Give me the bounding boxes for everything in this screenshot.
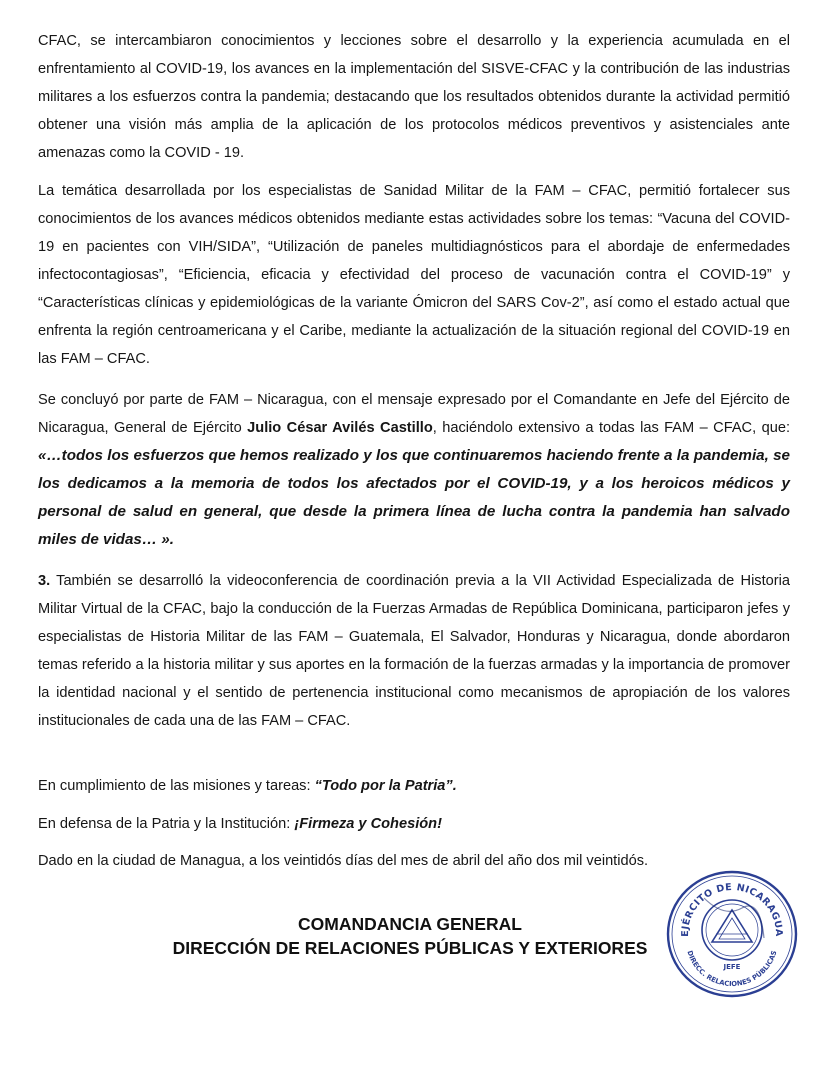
paragraph-covid-exchange: CFAC, se intercambiaron conocimientos y lecciones sobre el desarrollo y la experiencia acumulada en el enfrentamiento al COVID-19, los avances en la implementación del SISVE-CFAC y la contribución de las industrias militares a los esfuerzos contra la pandemia; destacando que los resultados obtenidos durante la actividad permitió obtener una visión más amplia de la aplicación de los protocolos médicos preventivos y asistenciales ante amenazas como la COVID - 19.: [38, 33, 790, 161]
motto-2-text: ¡Firmeza y Cohesión!: [294, 816, 442, 832]
motto-2-label: En defensa de la Patria y la Institución:: [38, 816, 295, 832]
seal-top-text: EJÉRCITO DE NICARAGUA: [679, 881, 785, 937]
signature-line-1: COMANDANCIA GENERAL: [298, 914, 522, 934]
commander-name: Julio César Avilés Castillo: [247, 420, 433, 436]
paragraph-military-history: [38, 567, 790, 735]
item-number: 3.: [38, 573, 51, 589]
commander-quote: «…todos los esfuerzos que hemos realizado y los que continuaremos haciendo frente a la pandemia, se los dedicamos a la memoria de todos los afectados por el COVID-19, y a los heroicos médicos y personal de salud en general, que desde la primera línea de lucha contra la pandemia han salvado miles de vidas… ».: [38, 447, 790, 548]
motto-1-text: “Todo por la Patria”.: [314, 778, 457, 794]
item-text: También se desarrolló la videoconferencia de coordinación previa a la VII Actividad Especializada de Historia Militar Virtual de la CFAC, bajo la conducción de la Fuerzas Armadas de República Dominicana, participaron jefes y especialistas de Historia Militar de las FAM – Guatemala, El Salvador, Honduras y Nicaragua, donde abordaron temas referido a la historia militar y sus aportes en la formación de la fuerzas armadas y la importancia de promover la identidad nacional y el sentido de pertenencia institucional como mecanismos de apropiación de los valores institucionales de cada una de las FAM – CFAC.: [38, 573, 790, 729]
seal-graphic: [664, 868, 800, 1000]
paragraph-commander-message: [38, 386, 790, 554]
message-intro: Se concluyó por parte de FAM – Nicaragua, con el mensaje expresado por el Comandante en Jefe del Ejército de Nicaragua, General de Ejército: [38, 392, 790, 436]
seal-center-text: JEFE: [723, 963, 741, 971]
paragraph-military-health-topics: La temática desarrollada por los especialistas de Sanidad Militar de la FAM – CFAC, permitió fortalecer sus conocimientos de los avances médicos obtenidos mediante estas actividades sobre los temas: “Vacuna del COVID-19 en pacientes con VIH/SIDA”, “Utilización de paneles multidiagnósticos para el abordaje de enfermedades infectocontagiosas”, “Eficiencia, eficacia y efectividad del proceso de vacunación contra el COVID-19” y “Características clínicas y epidemiológicas de la variante Ómicron del SARS Cov-2”, así como el estado actual que enfrenta la región centroamericana y el Caribe, mediante la actualización de la situación regional del COVID-19 en las FAM – CFAC.: [38, 183, 790, 367]
closing-line: Dado en la ciudad de Managua, a los veintidós días del mes de abril del año dos mil veintidós.: [38, 853, 649, 869]
motto-1-label: En cumplimiento de las misiones y tareas:: [38, 778, 315, 794]
motto-line-2: [38, 810, 790, 838]
official-seal-icon: [664, 868, 800, 1000]
seal-bottom-text: DIRECC. RELACIONES PÚBLICAS: [685, 949, 779, 989]
message-middle: , haciéndolo extensivo a todas las FAM – CFAC, que:: [432, 420, 791, 436]
motto-line-1: [38, 772, 790, 800]
signature-block: [150, 912, 670, 960]
signature-line-2: DIRECCIÓN DE RELACIONES PÚBLICAS Y EXTERIORES: [172, 938, 648, 958]
